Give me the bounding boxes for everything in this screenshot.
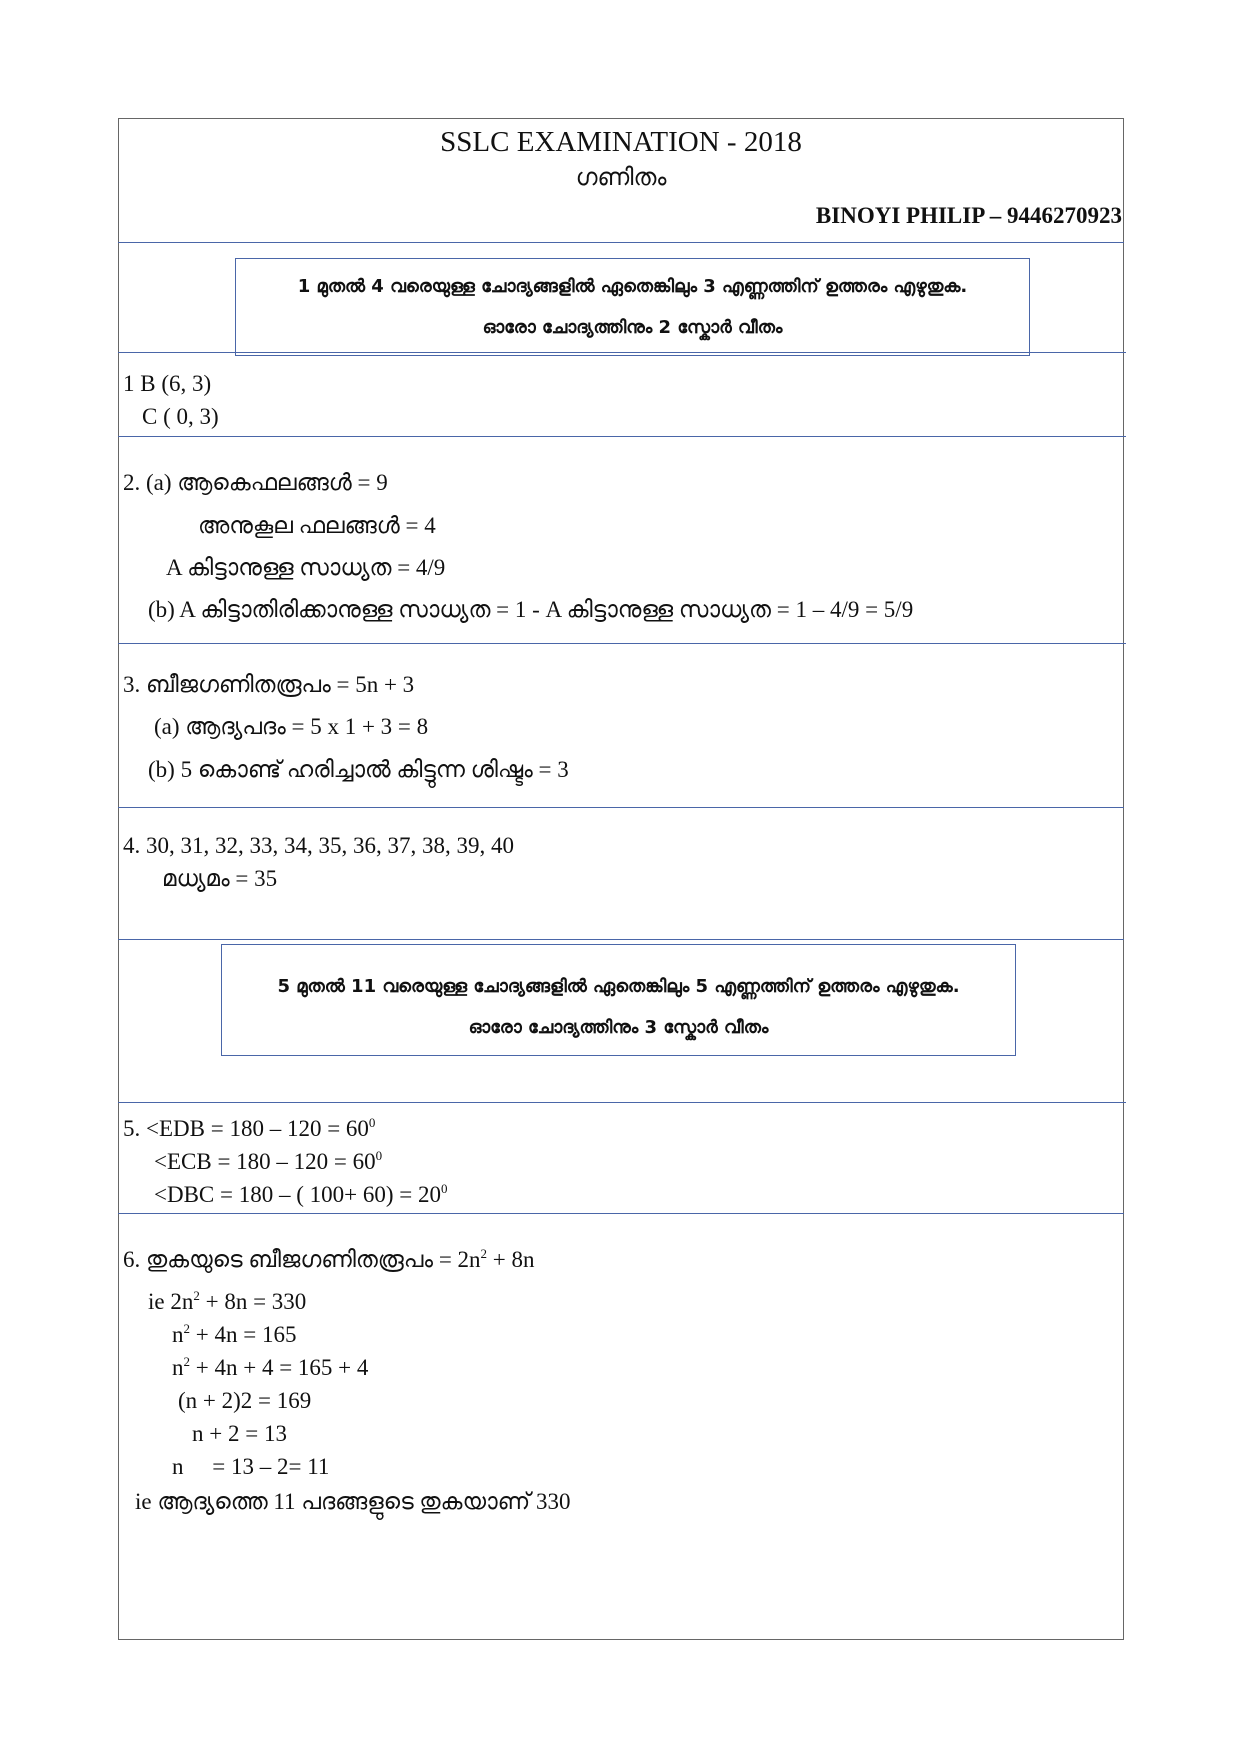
answer-line: $n^2 + 4n = 165$ xyxy=(172,1321,297,1347)
exam-title: SSLC EXAMINATION - 2018 xyxy=(440,126,802,158)
answer-line: 5. $<EDB = 180 - 120 = 60^0$ xyxy=(123,1115,376,1141)
divider xyxy=(118,643,1126,644)
answer-line: C ( 0, 3) xyxy=(142,404,219,429)
divider xyxy=(118,436,1126,437)
instruction-line: ഓരോ ചോദ്യത്തിനും 3 സ്കോർ വീതം xyxy=(468,1017,769,1038)
answer-line: n + 2 = 13 xyxy=(192,1421,287,1446)
answer-line: ie $2n^2 + 8n = 330$ xyxy=(148,1288,307,1314)
answer-line: ie ആദ്യത്തെ 11 പദങ്ങളുടെ തുകയാണ് 330 xyxy=(135,1489,571,1514)
answer-line: 6. തുകയുടെ ബീജഗണിതരൂപം = $2n^2 + 8n$ xyxy=(123,1246,535,1272)
square-sup: 2 xyxy=(183,1321,190,1336)
answer-line: അനുകൂല ഫലങ്ങൾ = 4 xyxy=(198,513,436,538)
degree-sup: 0 xyxy=(368,1115,376,1130)
answer-line: 3. ബീജഗണിതരൂപം = 5n + 3 xyxy=(123,672,415,697)
instruction-line: 1 മുതൽ 4 വരെയുള്ള ചോദ്യങ്ങളിൽ ഏതെങ്കിലും 3 എണ്ണത്തിന് ഉത്തരം എഴുതുക. xyxy=(297,276,968,297)
instruction-box-1 xyxy=(235,258,1030,356)
author-line: BINOYI PHILIP – 9446270923 xyxy=(815,203,1122,228)
divider xyxy=(118,1213,1124,1214)
answer-line: (n + 2)2 = 169 xyxy=(178,1388,312,1413)
answer-line: n = 13 – 2= 11 xyxy=(172,1454,330,1479)
divider xyxy=(118,242,1124,243)
square-sup: 2 xyxy=(183,1354,190,1369)
square-sup: 2 xyxy=(193,1288,200,1303)
answer-line: 1 B (6, 3) xyxy=(123,371,212,396)
answer-line: 2. (a) ആകെഫലങ്ങൾ = 9 xyxy=(123,470,388,495)
answer-line: മധ്യമം = 35 xyxy=(162,866,278,891)
answer-line: (b) 5 കൊണ്ട് ഹരിച്ചാൽ കിട്ടുന്ന ശിഷ്ടം = 3 xyxy=(148,757,569,782)
answer-line: 4. 30, 31, 32, 33, 34, 35, 36, 37, 38, 39, 40 xyxy=(123,833,514,858)
square-sup: 2 xyxy=(480,1246,488,1261)
answer-line: (b) A കിട്ടാതിരിക്കാനുള്ള സാധ്യത = 1 - A കിട്ടാനുള്ള സാധ്യത = 1 – 4/9 = 5/9 xyxy=(148,597,914,622)
answer-line: (a) ആദ്യപദം = 5 x 1 + 3 = 8 xyxy=(154,714,429,739)
divider xyxy=(118,352,1126,353)
divider xyxy=(118,807,1124,808)
divider xyxy=(118,1102,1126,1103)
instruction-line: ഓരോ ചോദ്യത്തിനും 2 സ്കോർ വീതം xyxy=(482,317,783,338)
divider xyxy=(118,939,1124,940)
answer-line: <DBC = 180 – ( $100+ 60) = 20^0$ xyxy=(154,1181,448,1207)
degree-sup: 0 xyxy=(375,1148,383,1163)
subject-title: ഗണിതം xyxy=(575,163,667,191)
instruction-box-2 xyxy=(221,944,1016,1056)
answer-line: $n^2 + 4n + 4 = 165 + 4$ xyxy=(172,1354,369,1380)
answer-line: A കിട്ടാനുള്ള സാധ്യത = 4/9 xyxy=(166,555,446,580)
instruction-line: 5 മുതൽ 11 വരെയുള്ള ചോദ്യങ്ങളിൽ ഏതെങ്കിലും 5 എണ്ണത്തിന് ഉത്തരം എഴുതുക. xyxy=(277,976,960,997)
degree-sup: 0 xyxy=(441,1181,448,1196)
answer-line: $<ECB = 180 - 120 = 60^0$ xyxy=(154,1148,383,1174)
